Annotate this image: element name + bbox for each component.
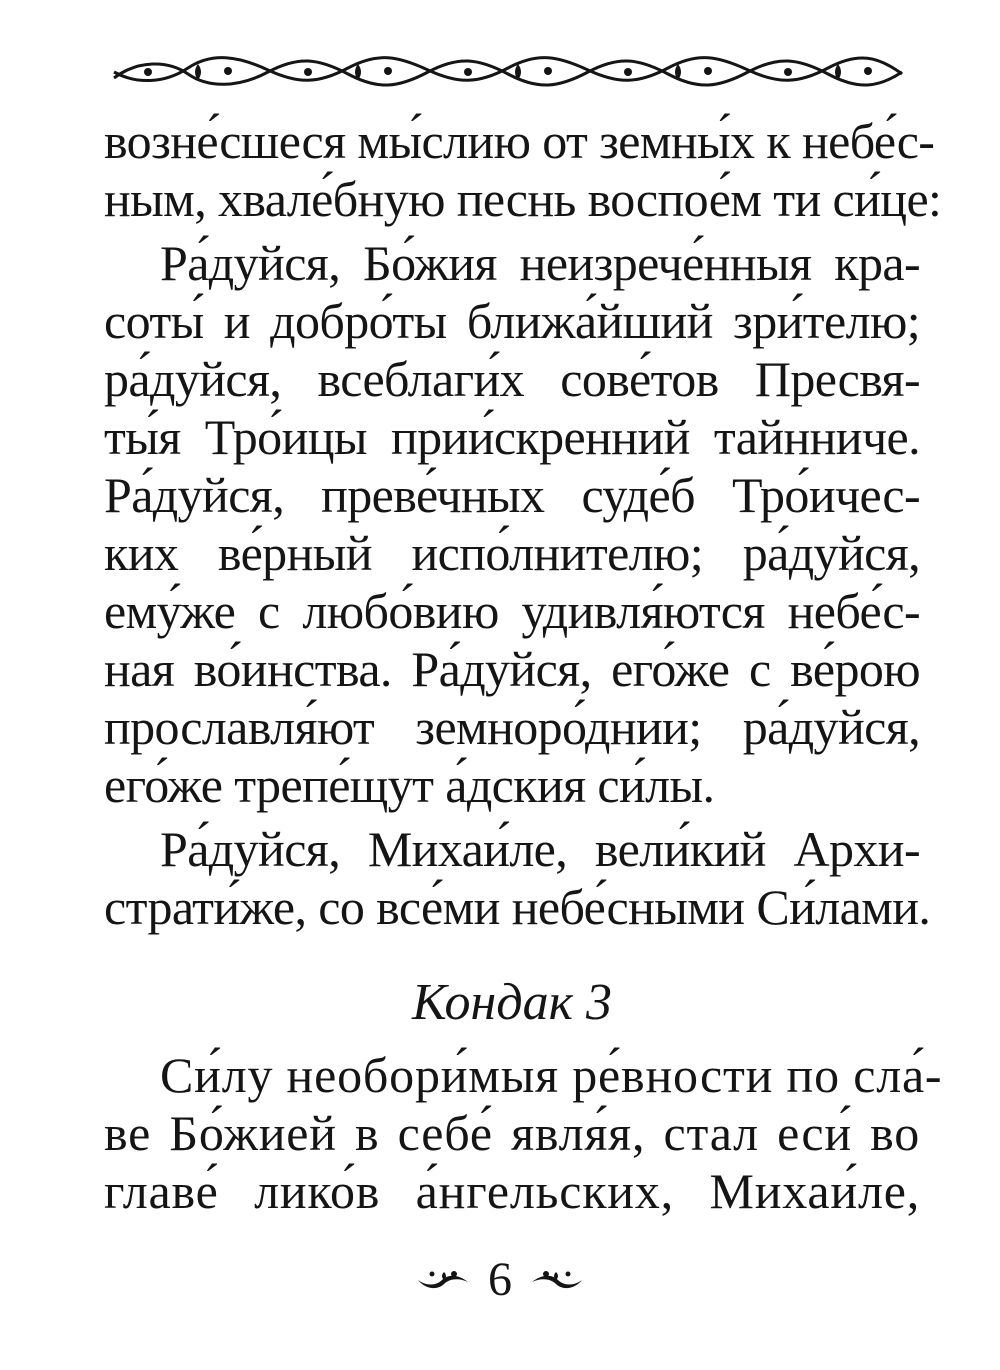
text-line: Ра́дуйся, Бо́жия неизрече́нныя кра- <box>160 235 920 291</box>
text-line: прославля́ют земноро́днии; ра́дуйся, <box>104 699 920 755</box>
text-line: Ра́дуйся, преве́чных суде́б Тро́ичес- <box>104 467 920 523</box>
page-number: 6 <box>488 1253 512 1306</box>
text-line: ему́же с любо́вию удивля́ются небе́с- <box>104 583 920 639</box>
text-line: Ра́дуйся, Михаи́ле, вели́кий Архи- <box>160 821 920 877</box>
decorative-vine-border-icon <box>108 54 908 90</box>
text-line: ра́дуйся, всеблаги́х сове́тов Пресвя- <box>104 351 920 407</box>
text-line: ты́я Тро́ицы прии́скренний тайнниче. <box>104 409 920 465</box>
floral-flourish-right-icon <box>530 1266 586 1294</box>
text-line: главе́ лико́в а́нгельских, Михаи́ле, <box>104 1163 920 1219</box>
page-footer <box>0 1250 1000 1310</box>
text-line: Си́лу необори́мыя ре́вности по сла́- <box>160 1047 943 1103</box>
section-heading: Кондак 3 <box>412 974 612 1031</box>
text-line: ких ве́рный испо́лнителю; ра́дуйся, <box>104 525 920 581</box>
text-line: его́же трепе́щут а́дския си́лы. <box>104 757 715 813</box>
text-line: возне́сшеся мы́слию от земны́х к небе́с- <box>104 113 935 169</box>
text-line: ным, хвале́бную песнь воспое́м ти си́це: <box>104 171 942 227</box>
text-line: страти́же, со все́ми небе́сными Си́лами. <box>104 879 931 935</box>
text-line: ная во́инства. Ра́дуйся, его́же с ве́рою <box>104 641 920 697</box>
text-line: ве Бо́жией в себе́ явля́я, стал еси́ во <box>104 1105 920 1161</box>
prayer-text <box>104 112 943 1220</box>
floral-flourish-left-icon <box>414 1266 470 1294</box>
text-line: соты́ и добро́ты ближа́йший зри́телю; <box>104 293 920 349</box>
